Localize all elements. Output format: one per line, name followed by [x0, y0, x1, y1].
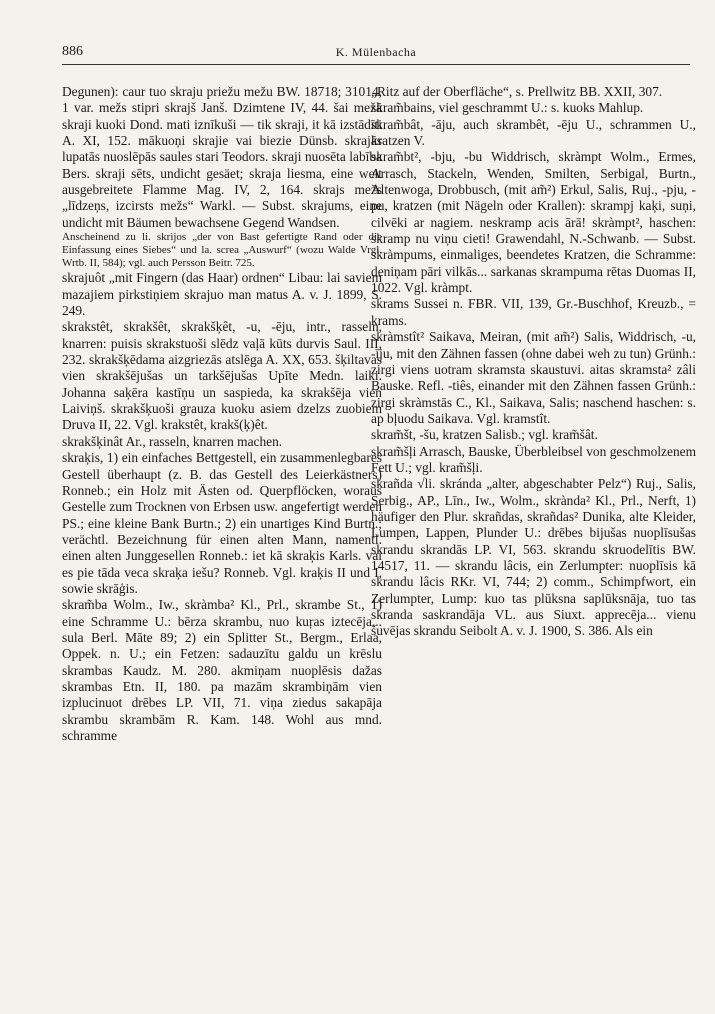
dictionary-entry: skram̃št, -šu, kratzen Salisb.; vgl. kram̃šât.: [371, 427, 598, 443]
page-number: 886: [62, 44, 83, 59]
running-head: K. Mülenbacha: [335, 45, 417, 59]
dictionary-entry: Degunen): caur tuo skraju priežu mežu BW. 18718; 31014, 1 var. mežs stipri skrajš Janš. Dzimtene IV, 44. šai mežā skraji kuoki Dond. mati iznīkuši — tik skraji, it kā izstādīti A. XI, 152. mākuoņi skrajie vai biezie Dünsb. skrajās lupatās nuoslēpās saules stari Teodors. skraji nuosēta labība Bers. skraji sēts, undicht gesäet; skraja liesma, eine weit ausgebreitete Flamme Mag. IV, 2, 164. skrajs mežs „līdzeņs, izcirsts mežs“ Warkl. — Subst. skrajums, eine undicht mit Bäumen bewachsene Gegend Wandsen.: [62, 84, 382, 230]
right-column: [371, 84, 696, 640]
dictionary-entry: skram̃bât, -āju, auch skrambêt, -ēju U., schrammen U., kratzen V.: [371, 116, 696, 149]
dictionary-entry: skrañda √li. skránda „alter, abgeschabter Pelz“) Ruj., Salis, Serbig., AP., Līn., Iw., Wolm., skrànda² Kl., Prl., Nerft, 1) häufiger den Plur. skrañdas, skrañdas² Dunika, alte Kleider, Lumpen, Lappen, Plunder U.: drēbes bijušas nuoplīsušas skrandu skrandās LP. VI, 563. skrandu skruodelītis BW. 14517, 11. — skrandu lâcis, ein Zerlumpter: nuoplīsis kā skrandu lâcis RKr. VI, 744; 2) comm., Schimpfwort, ein Zerlumpter, Lump: kuo tas plūksna saplūksnāja, tuo tas skranda saskrandāja VL. aus Siuxt. apprecēja... vienu šuvējas skrandu Seibolt A. v. J. 1900, S. 386. Als ein: [371, 476, 696, 639]
dictionary-entry: skraķis, 1) ein einfaches Bettgestell, ein zusammenlegbares Gestell überhaupt (z. B. das Gestell des Leierkästners) Ronneb.; ein Holz mit Ästen od. Querpflöcken, woraus Gestelle zum Trocknen von Erbsen usw. angefertigt werden PS.; eine kleine Bank Burtn.; 2) ein unartiges Kind Burtn.; verächtl. Bezeichnung für einen alten Mann, namentl. einen alten Junggesellen Ronneb.: iet kā skraķis Karls. vai es pie tāda veca skraķa iešu? Ronneb. Vgl. kraķis II und I, sowie skrāģis.: [62, 450, 382, 596]
dictionary-entry: skrajuôt „mit Fingern (das Haar) ordnen“ Libau: lai saviem mazajiem pirkstiņiem skrajuo man matus A. v. J. 1899, S. 249.: [62, 270, 382, 319]
page-header: [62, 42, 690, 65]
dictionary-entry: skràmstît² Saikava, Meiran, (mit am̃²) Salis, Widdrisch, -u, -īju, mit den Zähnen fassen (ohne dabei weh zu tun) Grünh.: zirgi viens uotram skramsta skaustuvi. aitas skramsta² zâli Bauske. Refl. -tiês, einander mit den Zähnen fassen Grünh.: zirgi skràmstās C., Kl., Saikava, Salis; naschend haschen: s. ap bļuodu Saikava. Vgl. kramstît.: [371, 329, 696, 426]
dictionary-entry: skrams Sussei n. FBR. VII, 139, Gr.-Buschhof, Kreuzb., = krams.: [371, 296, 696, 328]
dictionary-entry: skrakstêt, skrakšêt, skrakšķêt, -u, -ēju, intr., rasseln, knarren: puisis skrakstuoši slēdz vaļā kūts durvis Saul. III, 232. skrakšķēdama aizgriezās atslēga A. XX, 653. šķiltavas vien skrakšējušas un tarkšējušas Upīte Medn. laiki. Johanna saķēra kastīņu un saspieda, ka skrakšēja vien Laiviņš. skrakšķuoši grauza kuoku asiem dzelzs zuobiem Druva II, 22. Vgl. krakstêt, krakš(ķ)êt.: [62, 319, 382, 433]
dictionary-entry: skram̃bt², -bju, -bu Widdrisch, skràmpt Wolm., Ermes, Arrasch, Stackeln, Wenden, Smilten, Serbigal, Burtn., Altenwoga, Drobbusch, (mit am̃²) Erkul, Salis, Ruj., -pju, -pu, kratzen (mit Nägeln oder Krallen): skrampj kaķi, suņi, cilvēki ar nagiem. neskramp acis ārā! skràmpt², haschen: skramp nu viņu cieti! Grawendahl, N.-Schwanb. — Subst. skràmpums, einmaliges, beendetes Kratzen, die Schramme: deniņam pāri vilkās... sarkanas skrampuma rētas Duomas II, 1022. Vgl. kràmpt.: [371, 149, 696, 296]
dictionary-entry: skram̃bains, viel geschrammt U.: s. kuoks Mahlup.: [371, 100, 644, 116]
dictionary-entry: skram̃ba Wolm., Iw., skràmba² Kl., Prl., skrambe St., 1) eine Schramme U.: bērza skrambu, nuo kuŗas iztecēja... sula Berl. Māte 89; 2) ein Splitter St., Bergm., Erlaa, Oppek. n. U.; ein Fetzen: sadauzītu galdu un krēslu skrambas Kaudz. M. 280. akmiņam nuoplēsis dažas skrambas Etn. II, 180. pa mazām skrambiņām vien izplucinuot drēbes LP. VII, 71. viņa ziedus sakapāja skrambu skrambām R. Kam. 148. Wohl aus mnd. schramme: [62, 597, 382, 743]
dictionary-entry: skram̃šļi Arrasch, Bauske, Überbleibsel von geschmolzenem Fett U.; vgl. kram̃šļi.: [371, 443, 696, 475]
left-column: [62, 84, 382, 744]
dictionary-entry: „Ritz auf der Oberfläche“, s. Prellwitz BB. XXII, 307.: [371, 84, 663, 99]
dictionary-entry: Anscheinend zu li. skrìjos „der von Bast gefertigte Rand oder die Einfassung eines Siebes“ und la. screa „Auswurf“ (wozu Walde Vrgl. Wrtb. II, 584); vgl. auch Persson Beitr. 725.: [62, 231, 382, 270]
dictionary-entry: skrakšķinât Ar., rasseln, knarren machen.: [62, 433, 283, 449]
